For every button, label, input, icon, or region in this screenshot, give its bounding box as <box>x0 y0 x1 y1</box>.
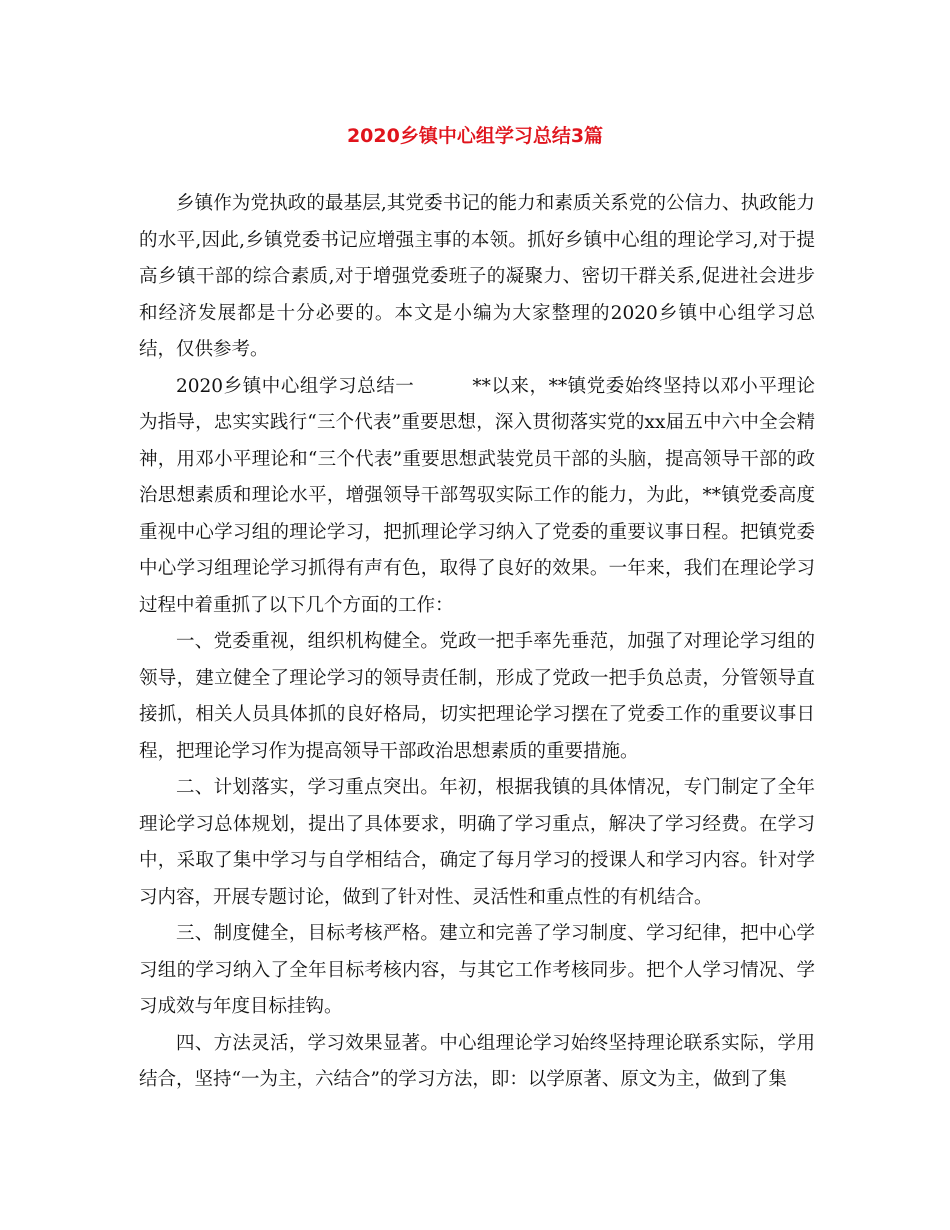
section-one-heading: 2020乡镇中心组学习总结一 <box>176 375 415 397</box>
intro-paragraph: 乡镇作为党执政的最基层,其党委书记的能力和素质关系党的公信力、执政能力的水平,因此,乡镇党委书记应增强主事的本领。抓好乡镇中心组的理论学习,对于提高乡镇干部的综合素质,对于增强党委班子的凝聚力、密切干群关系,促进社会进步和经济发展都是十分必要的。本文是小编为大家整理的2020乡镇中心组学习总结，仅供参考。 <box>139 193 815 360</box>
point-one-paragraph: 一、党委重视，组织机构健全。党政一把手率先垂范，加强了对理论学习组的领导，建立健全了理论学习的领导责任制，形成了党政一把手负总责，分管领导直接抓，相关人员具体抓的良好格局，切实把理论学习摆在了党委工作的重要议事日程，把理论学习作为提高领导干部政治思想素质的重要措施。 <box>139 631 815 762</box>
document-body <box>139 186 815 1099</box>
point-four-paragraph: 四、方法灵活，学习效果显著。中心组理论学习始终坚持理论联系实际，学用结合，坚持“一为主，六结合”的学习方法，即：以学原著、原文为主，做到了集 <box>139 1032 815 1090</box>
section-one-text: **以来，**镇党委始终坚持以邓小平理论为指导，忠实实践行“三个代表”重要思想，深入贯彻落实党的xx届五中六中全会精神，用邓小平理论和“三个代表”重要思想武装党员干部的头脑，提高领导干部的政治思想素质和理论水平，增强领导干部驾驭实际工作的能力，为此，**镇党委高度重视中心学习组的理论学习，把抓理论学习纳入了党委的重要议事日程。把镇党委中心学习组理论学习抓得有声有色，取得了良好的效果。一年来，我们在理论学习过程中着重抓了以下几个方面的工作： <box>139 375 815 616</box>
point-three-paragraph: 三、制度健全，目标考核严格。建立和完善了学习制度、学习纪律，把中心学习组的学习纳入了全年目标考核内容，与其它工作考核同步。把个人学习情况、学习成效与年度目标挂钩。 <box>139 923 815 1017</box>
document-title: 2020乡镇中心组学习总结3篇 <box>346 125 604 147</box>
section-one-paragraph <box>139 369 815 625</box>
point-two-paragraph: 二、计划落实，学习重点突出。年初，根据我镇的具体情况，专门制定了全年理论学习总体规划，提出了具体要求，明确了学习重点，解决了学习经费。在学习中，采取了集中学习与自学相结合，确定了每月学习的授课人和学习内容。针对学习内容，开展专题讨论，做到了针对性、灵活性和重点性的有机结合。 <box>139 777 815 908</box>
